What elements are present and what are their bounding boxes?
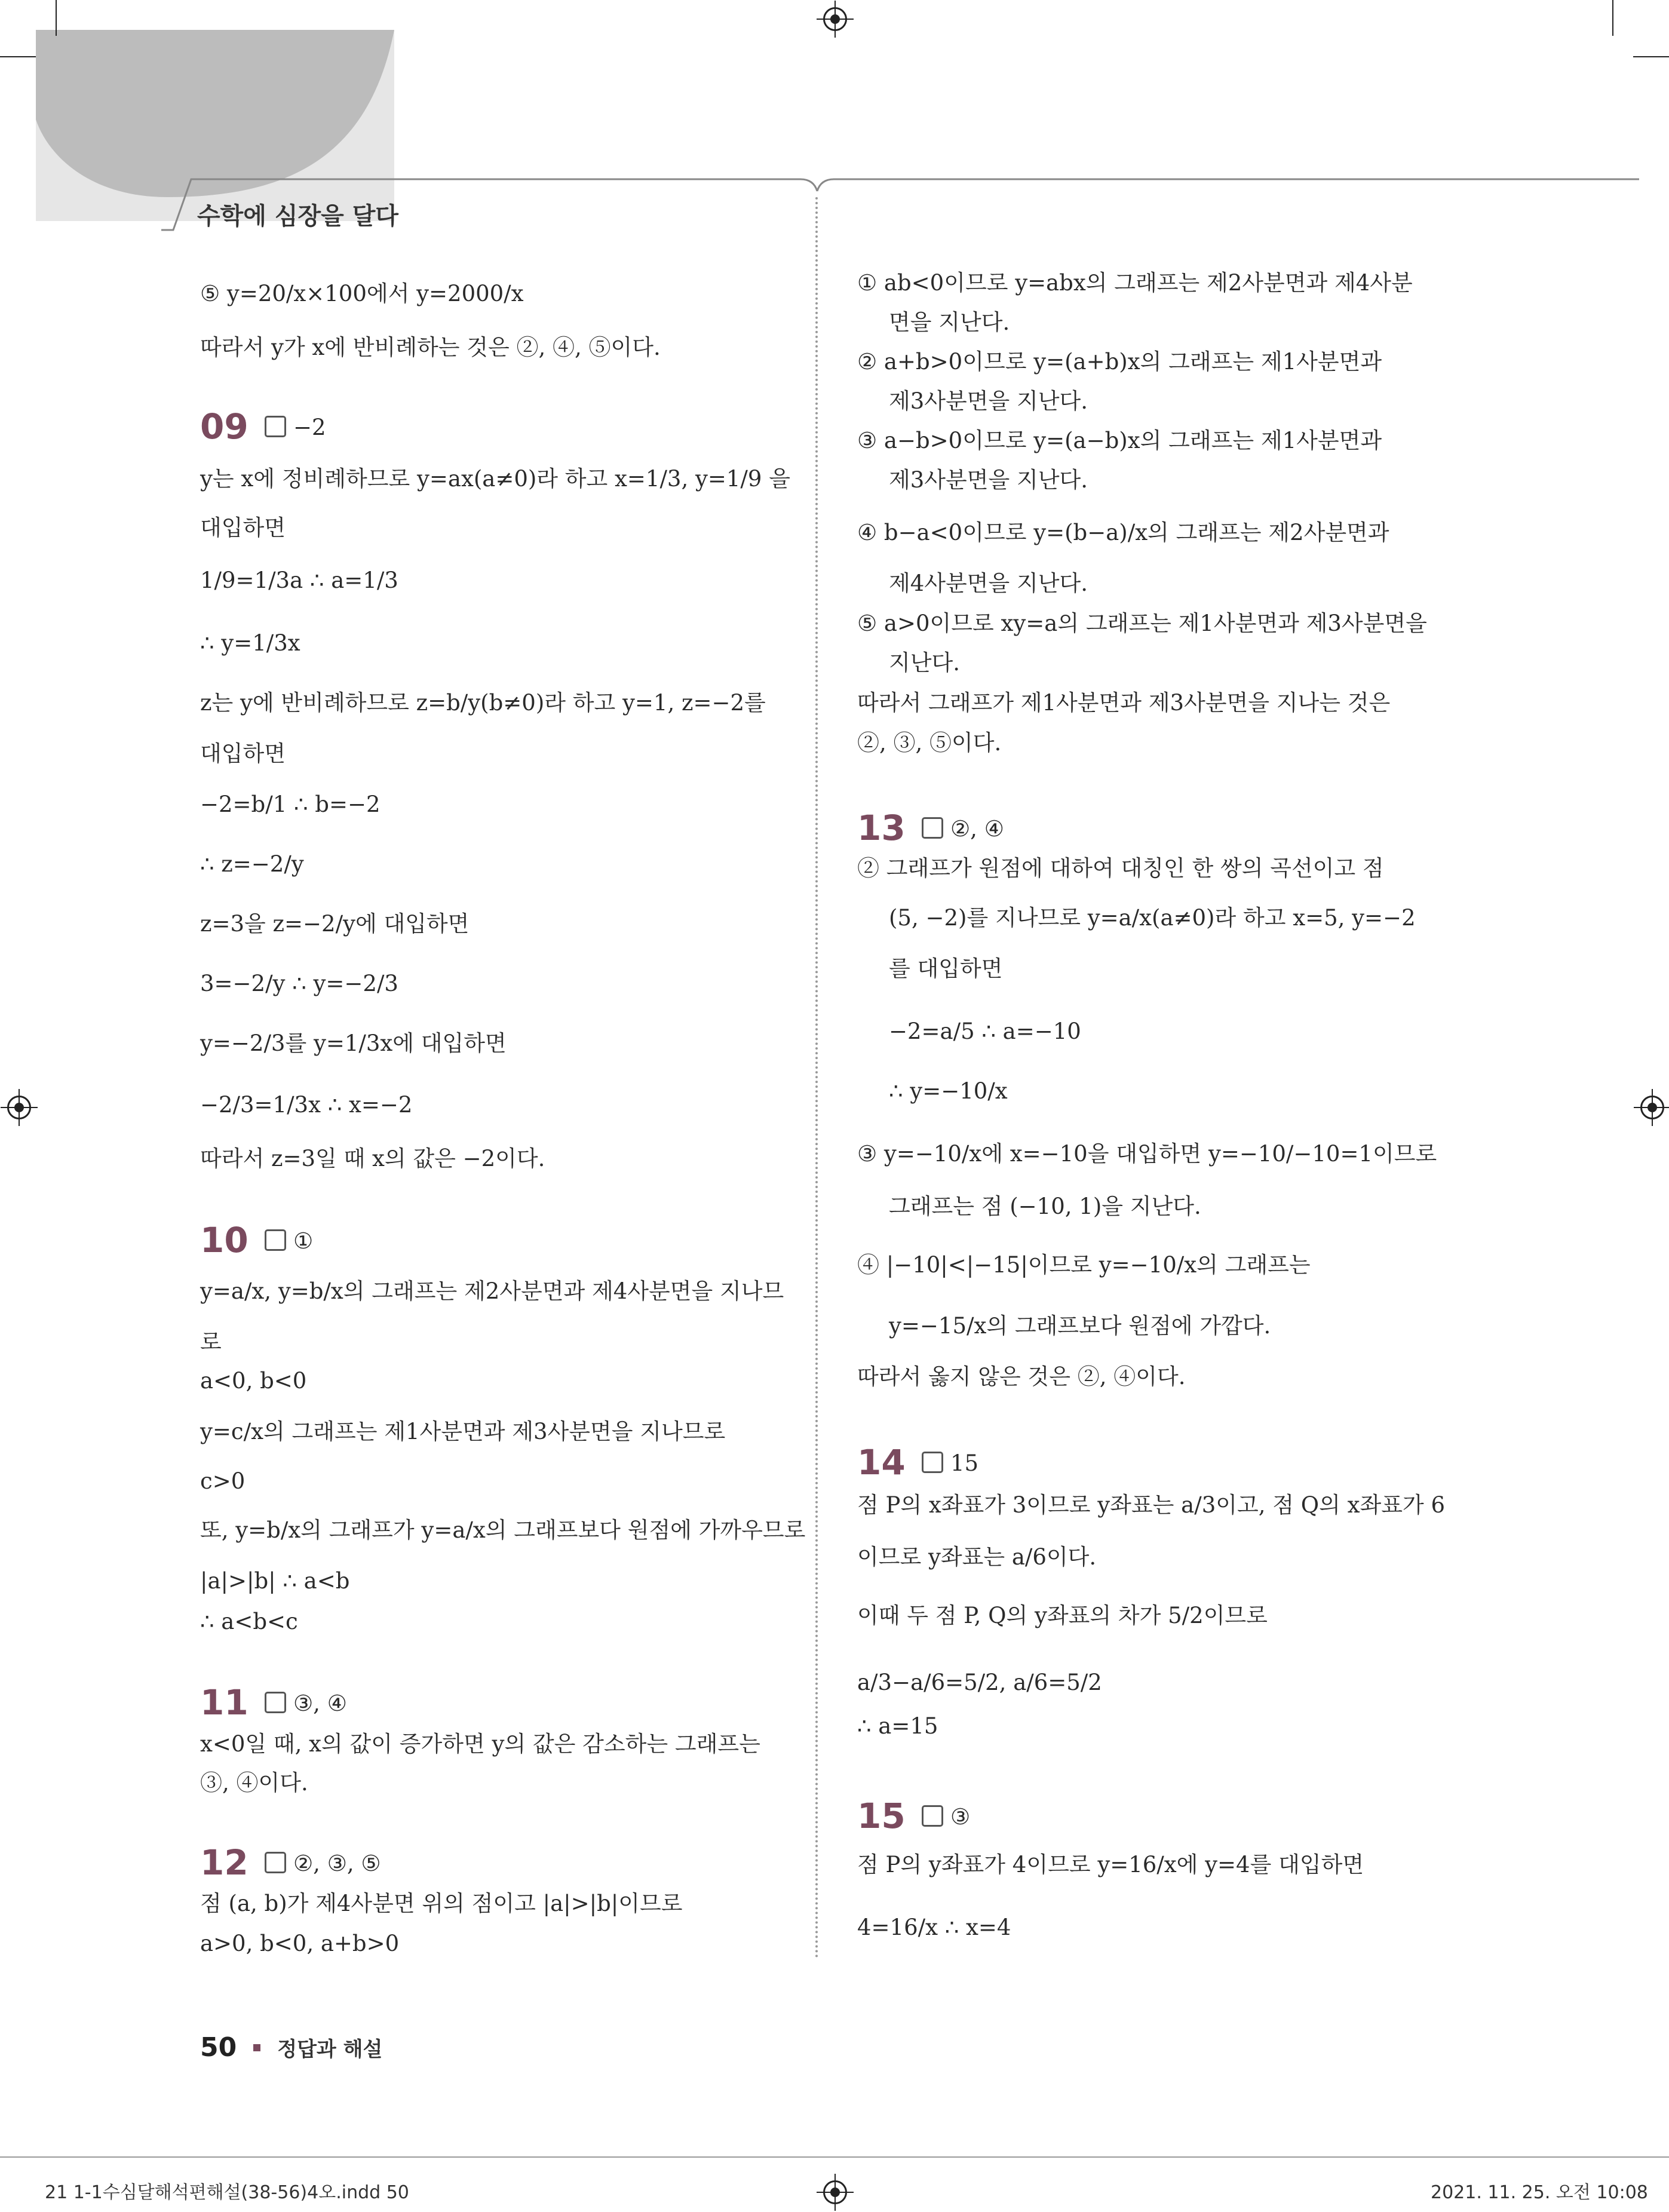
text-line: c>0 xyxy=(200,1468,246,1494)
text-line: ⑤ y=20/x×100에서 y=2000/x xyxy=(200,281,524,306)
text-line: 를 대입하면 xyxy=(889,956,1003,981)
footer-square-icon xyxy=(253,2044,260,2051)
text-line: z=3을 z=−2/y에 대입하면 xyxy=(200,911,470,937)
text-line: 면을 지난다. xyxy=(889,309,1010,335)
text-line: 지난다. xyxy=(889,650,960,676)
text-line: 4=16/x ∴ x=4 xyxy=(857,1915,1011,1940)
text-line: a<0, b<0 xyxy=(200,1368,307,1394)
text-line: 따라서 y가 x에 반비례하는 것은 ②, ④, ⑤이다. xyxy=(200,335,661,360)
text-line: 그래프는 점 (−10, 1)을 지난다. xyxy=(889,1194,1201,1219)
problem-number: 12 xyxy=(200,1842,248,1883)
text-line: ③, ④이다. xyxy=(200,1770,308,1796)
problem-number: 15 xyxy=(857,1796,906,1836)
answer-tag-icon xyxy=(922,817,943,839)
text-line: 3=−2/y ∴ y=−2/3 xyxy=(200,971,398,996)
text-line: |a|>|b| ∴ a<b xyxy=(200,1568,350,1594)
problem-number: 09 xyxy=(200,406,248,447)
text-line: 대입하면 xyxy=(200,515,286,541)
text-line: 이므로 y좌표는 a/6이다. xyxy=(857,1544,1097,1570)
answer-tag-icon xyxy=(265,1692,286,1713)
answer-tag-icon xyxy=(265,1229,286,1251)
answer-value: ③ xyxy=(950,1804,971,1830)
problem-number: 14 xyxy=(857,1442,906,1483)
logo-text: 수학에 심장을 달다 xyxy=(197,203,398,230)
text-line: 제4사분면을 지난다. xyxy=(889,570,1088,596)
registration-mark-left xyxy=(7,1096,31,1119)
series-logo xyxy=(197,197,398,231)
registration-mark-right xyxy=(1640,1096,1664,1119)
answer xyxy=(922,1804,970,1830)
text-line: y=a/x, y=b/x의 그래프는 제2사분면과 제4사분면을 지나므 xyxy=(200,1278,784,1304)
text-line: −2=b/1 ∴ b=−2 xyxy=(200,791,381,817)
answer xyxy=(265,1228,313,1254)
answer xyxy=(265,415,326,441)
text-line: 로 xyxy=(200,1329,222,1355)
answer-tag-icon xyxy=(265,416,286,437)
text-line: 1/9=1/3a ∴ a=1/3 xyxy=(200,567,398,593)
text-line: a>0, b<0, a+b>0 xyxy=(200,1931,400,1956)
text-line: a/3−a/6=5/2, a/6=5/2 xyxy=(857,1670,1102,1695)
answer-tag-icon xyxy=(922,1805,943,1827)
text-line: ∴ z=−2/y xyxy=(200,851,304,877)
problem-number: 10 xyxy=(200,1220,248,1260)
text-line: y=c/x의 그래프는 제1사분면과 제3사분면을 지나므로 xyxy=(200,1419,726,1444)
text-line: 점 P의 x좌표가 3이므로 y좌표는 a/3이고, 점 Q의 x좌표가 6 xyxy=(857,1492,1445,1518)
text-line: 점 (a, b)가 제4사분면 위의 점이고 |a|>|b|이므로 xyxy=(200,1891,683,1916)
text-line: x<0일 때, x의 값이 증가하면 y의 값은 감소하는 그래프는 xyxy=(200,1731,760,1757)
answer-tag-icon xyxy=(265,1852,286,1873)
text-line: 대입하면 xyxy=(200,741,286,766)
registration-mark-top xyxy=(823,7,847,31)
answer-value: ②, ④ xyxy=(950,816,1004,842)
answer-value: ②, ③, ⑤ xyxy=(293,1851,381,1876)
text-line: ④ |−10|<|−15|이므로 y=−10/x의 그래프는 xyxy=(857,1252,1311,1278)
text-line: ④ b−a<0이므로 y=(b−a)/x의 그래프는 제2사분면과 xyxy=(857,520,1389,545)
text-line: ②, ③, ⑤이다. xyxy=(857,730,1002,756)
text-line: 제3사분면을 지난다. xyxy=(889,467,1088,493)
text-line: ∴ y=1/3x xyxy=(200,630,300,656)
text-line: 또, y=b/x의 그래프가 y=a/x의 그래프보다 원점에 가까우므로 xyxy=(200,1517,806,1543)
text-line: 점 P의 y좌표가 4이므로 y=16/x에 y=4를 대입하면 xyxy=(857,1852,1364,1877)
page-footer xyxy=(200,2031,382,2066)
text-line: ∴ y=−10/x xyxy=(889,1078,1008,1104)
text-line: 따라서 옳지 않은 것은 ②, ④이다. xyxy=(857,1364,1186,1389)
text-line: ③ a−b>0이므로 y=(a−b)x의 그래프는 제1사분면과 xyxy=(857,428,1382,453)
text-line: ③ y=−10/x에 x=−10을 대입하면 y=−10/−10=1이므로 xyxy=(857,1141,1437,1167)
answer-value: −2 xyxy=(293,415,326,440)
text-line: y=−2/3를 y=1/3x에 대입하면 xyxy=(200,1030,507,1056)
page-number: 50 xyxy=(200,2032,237,2063)
text-line: y=−15/x의 그래프보다 원점에 가깝다. xyxy=(889,1313,1271,1339)
trim-line-bottom xyxy=(0,2156,1669,2158)
answer xyxy=(265,1691,347,1717)
text-line: ∴ a<b<c xyxy=(200,1609,298,1634)
text-line: 따라서 z=3일 때 x의 값은 −2이다. xyxy=(200,1146,545,1171)
text-line: ② 그래프가 원점에 대하여 대칭인 한 쌍의 곡선이고 점 xyxy=(857,855,1384,881)
file-info: 21 1-1수심달해석편해설(38-56)4오.indd 50 xyxy=(45,2182,409,2203)
registration-mark-bottom xyxy=(823,2180,847,2204)
problem-number: 13 xyxy=(857,808,906,848)
text-line: ⑤ a>0이므로 xy=a의 그래프는 제1사분면과 제3사분면을 xyxy=(857,610,1427,636)
text-line: z는 y에 반비례하므로 z=b/y(b≠0)라 하고 y=1, z=−2를 xyxy=(200,690,766,716)
answer-tag-icon xyxy=(922,1452,943,1473)
text-line: 따라서 그래프가 제1사분면과 제3사분면을 지나는 것은 xyxy=(857,690,1391,716)
text-line: −2=a/5 ∴ a=−10 xyxy=(889,1018,1081,1044)
column-divider xyxy=(815,197,818,1959)
text-line: 이때 두 점 P, Q의 y좌표의 차가 5/2이므로 xyxy=(857,1603,1268,1628)
answer-value: 15 xyxy=(950,1450,979,1476)
answer-value: ③, ④ xyxy=(293,1691,347,1716)
answer-value: ① xyxy=(293,1228,314,1254)
text-line: −2/3=1/3x ∴ x=−2 xyxy=(200,1092,413,1118)
text-line: ② a+b>0이므로 y=(a+b)x의 그래프는 제1사분면과 xyxy=(857,349,1382,375)
print-timestamp: 2021. 11. 25. 오전 10:08 xyxy=(1431,2182,1648,2203)
problem-number: 11 xyxy=(200,1682,248,1723)
text-line: y는 x에 정비례하므로 y=ax(a≠0)라 하고 x=1/3, y=1/9 을 xyxy=(200,466,790,492)
answer xyxy=(922,1450,978,1477)
section-title: 정답과 해설 xyxy=(277,2038,383,2061)
answer xyxy=(922,816,1004,842)
text-line: 제3사분면을 지난다. xyxy=(889,388,1088,414)
text-line: ∴ a=15 xyxy=(857,1713,938,1739)
answer xyxy=(265,1851,381,1877)
text-line: ① ab<0이므로 y=abx의 그래프는 제2사분면과 제4사분 xyxy=(857,270,1413,296)
text-line: (5, −2)를 지나므로 y=a/x(a≠0)라 하고 x=5, y=−2 xyxy=(889,905,1416,931)
